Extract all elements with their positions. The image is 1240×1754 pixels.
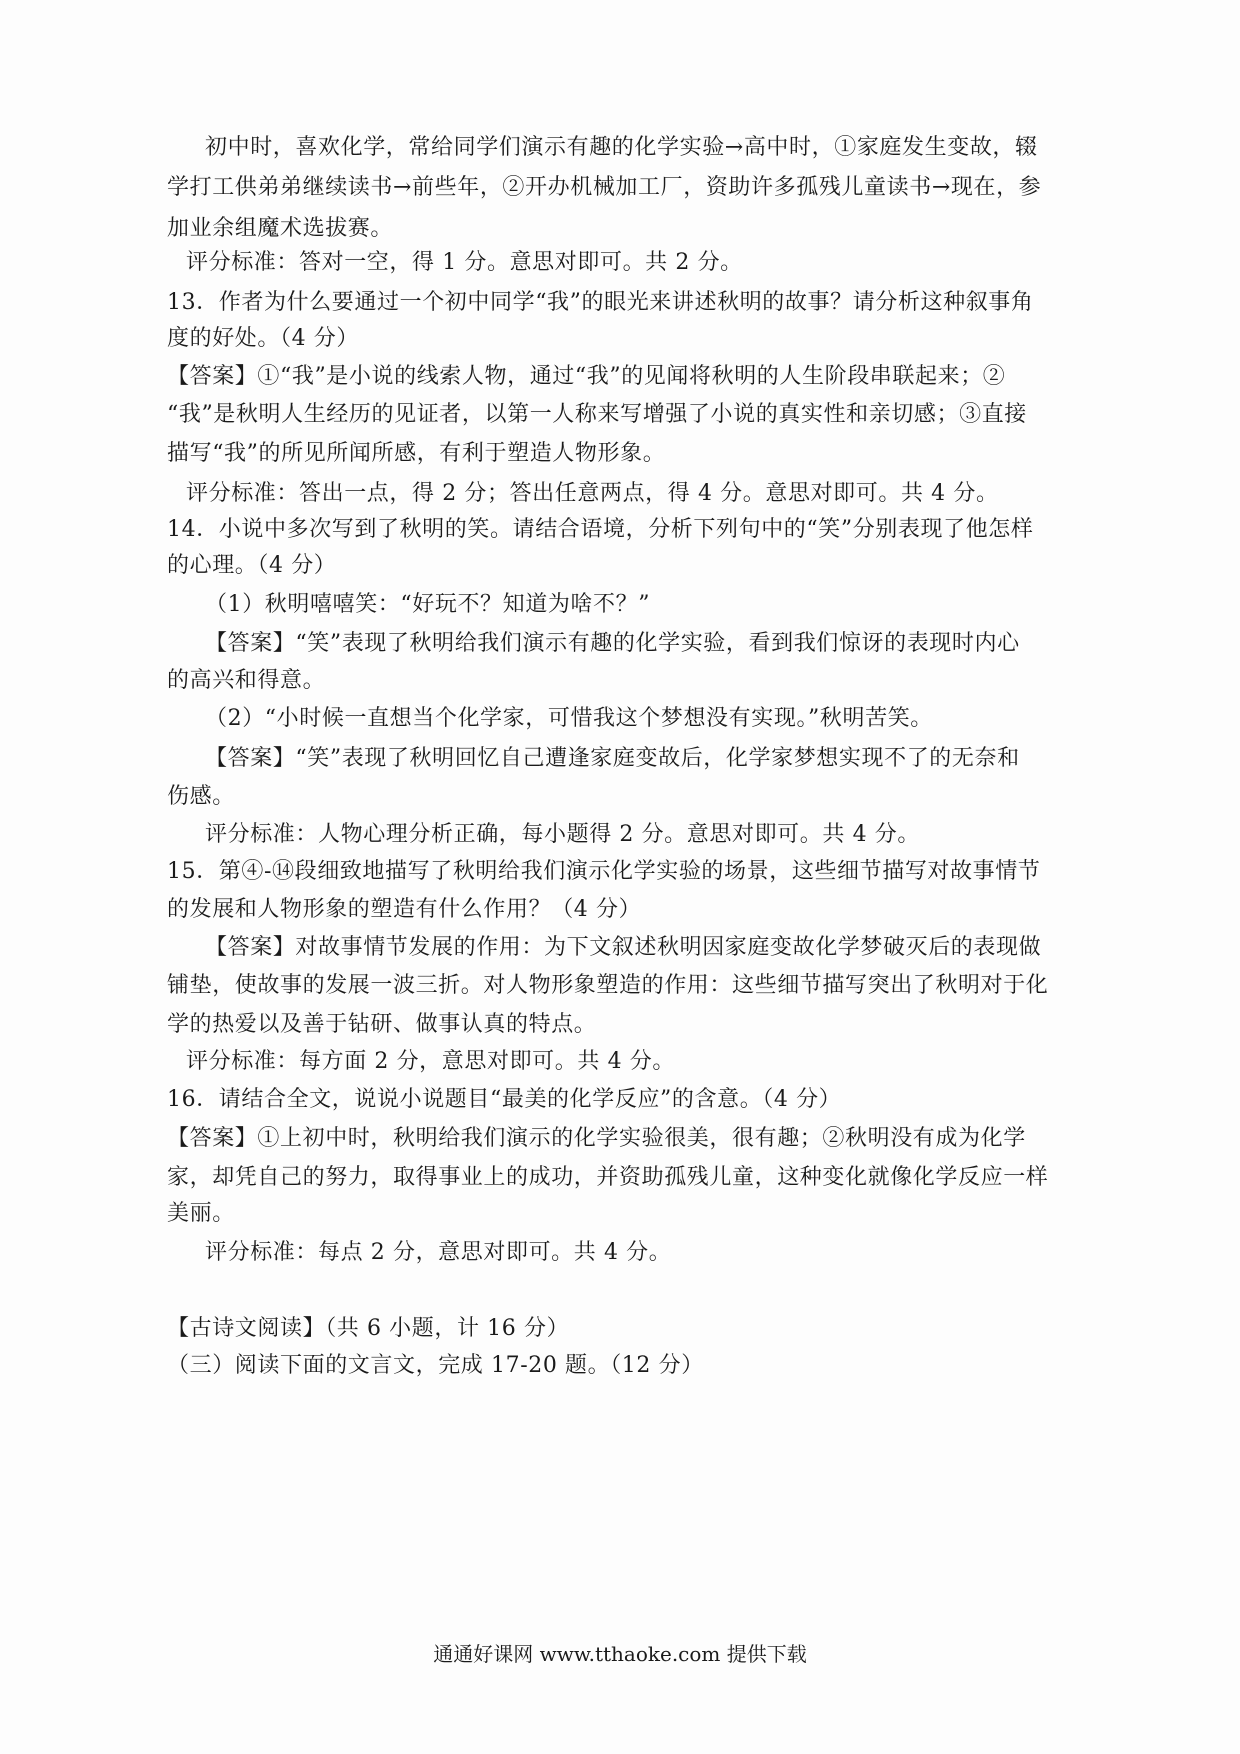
text-line: 描写“我”的所见所闻所感，有利于塑造人物形象。 xyxy=(167,441,666,466)
sub-question: （1）秋明嘻嘻笑：“好玩不？知道为啥不？” xyxy=(205,592,651,617)
text-line: 加业余组魔术选拔赛。 xyxy=(167,216,394,241)
question-16: 16．请结合全文，说说小说题目“最美的化学反应”的含意。（4 分） xyxy=(167,1087,842,1112)
scoring-criteria: 评分标准：人物心理分析正确，每小题得 2 分。意思对即可。共 4 分。 xyxy=(205,822,920,847)
text-line: 美丽。 xyxy=(167,1201,235,1226)
question-13: 13．作者为什么要通过一个初中同学“我”的眼光来讲述秋明的故事？请分析这种叙事角 xyxy=(167,290,1034,315)
answer-text: 【答案】对故事情节发展的作用：为下文叙述秋明因家庭变故化学梦破灭后的表现做 xyxy=(205,935,1042,960)
scoring-criteria: 评分标准：每点 2 分，意思对即可。共 4 分。 xyxy=(205,1240,672,1265)
scoring-criteria: 评分标准：答对一空，得 1 分。意思对即可。共 2 分。 xyxy=(186,250,743,275)
question-14: 14．小说中多次写到了秋明的笑。请结合语境，分析下列句中的“笑”分别表现了他怎样 xyxy=(167,517,1034,542)
text-line: 家，却凭自己的努力，取得事业上的成功，并资助孤残儿童，这种变化就像化学反应一样 xyxy=(167,1165,1049,1190)
answer-text: 【答案】“笑”表现了秋明回忆自己遭逢家庭变故后，化学家梦想实现不了的无奈和 xyxy=(205,746,1020,771)
scoring-criteria: 评分标准：每方面 2 分，意思对即可。共 4 分。 xyxy=(186,1049,675,1074)
answer-text: 【答案】①“我”是小说的线索人物，通过“我”的见闻将秋明的人生阶段串联起来；② xyxy=(167,364,1006,389)
scoring-criteria: 评分标准：答出一点，得 2 分；答出任意两点，得 4 分。意思对即可。共 4 分。 xyxy=(186,481,999,506)
text-line: 铺垫，使故事的发展一波三折。对人物形象塑造的作用：这些细节描写突出了秋明对于化 xyxy=(167,973,1049,998)
text-line: 的心理。（4 分） xyxy=(167,553,337,578)
text-line: 学的热爱以及善于钻研、做事认真的特点。 xyxy=(167,1012,597,1037)
text-line: 度的好处。（4 分） xyxy=(167,326,359,351)
answer-text: 【答案】①上初中时，秋明给我们演示的化学实验很美，很有趣；②秋明没有成为化学 xyxy=(167,1126,1026,1151)
sub-question: （2）“小时候一直想当个化学家，可惜我这个梦想没有实现。”秋明苦笑。 xyxy=(205,706,933,731)
answer-text: 【答案】“笑”表现了秋明给我们演示有趣的化学实验，看到我们惊讶的表现时内心 xyxy=(205,631,1020,656)
text-line: 伤感。 xyxy=(167,784,235,809)
text-line: 的发展和人物形象的塑造有什么作用？（4 分） xyxy=(167,897,642,922)
text-line: 初中时，喜欢化学，常给同学们演示有趣的化学实验→高中时，①家庭发生变故，辍 xyxy=(205,135,1038,160)
question-15: 15．第④-⑭段细致地描写了秋明给我们演示化学实验的场景，这些细节描写对故事情节 xyxy=(167,859,1041,884)
page-footer: 通通好课网 www.tthaoke.com 提供下载 xyxy=(433,1642,807,1666)
text-line: 学打工供弟弟继续读书→前些年，②开办机械加工厂，资助许多孤残儿童读书→现在，参 xyxy=(167,175,1042,200)
text-line: 的高兴和得意。 xyxy=(167,668,326,693)
section-instruction: （三）阅读下面的文言文，完成 17-20 题。（12 分） xyxy=(167,1353,704,1378)
text-line: “我”是秋明人生经历的见证者，以第一人称来写增强了小说的真实性和亲切感；③直接 xyxy=(167,402,1027,427)
section-heading: 【古诗文阅读】（共 6 小题，计 16 分） xyxy=(167,1316,570,1341)
